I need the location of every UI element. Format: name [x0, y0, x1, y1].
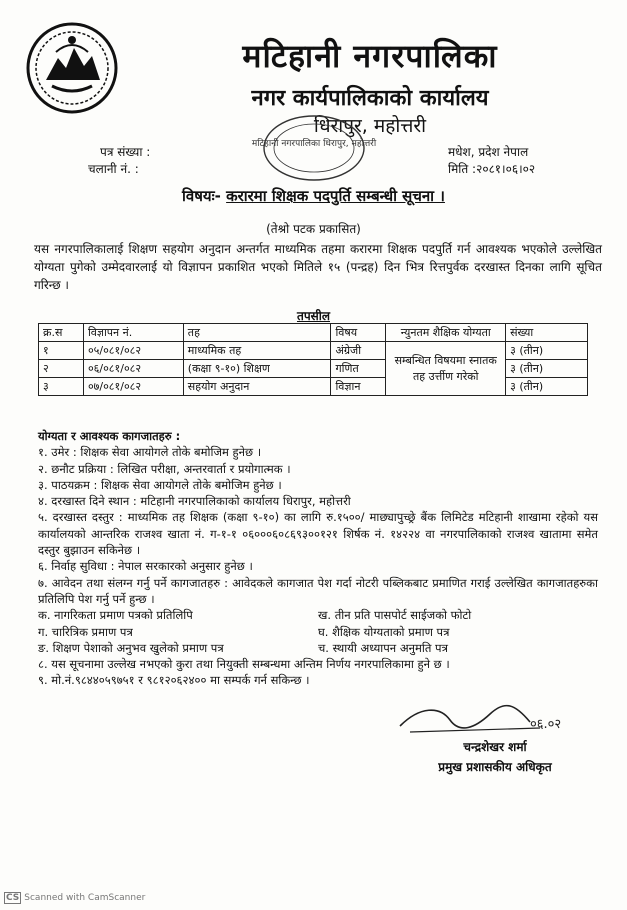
- table-cell: ३ (तीन): [506, 342, 588, 360]
- table-row: [39, 360, 588, 378]
- table-header-cell: क्र.स: [39, 324, 84, 342]
- document-item: ख. तीन प्रति पासपोर्ट साईजको फोटो: [318, 608, 472, 623]
- signatory-name: चन्द्रशेखर शर्मा: [463, 740, 527, 754]
- nepal-emblem-icon: [26, 22, 118, 114]
- document-item: च. स्थायी अध्यापन अनुमति पत्र: [318, 640, 448, 655]
- table-cell: ३ (तीन): [506, 360, 588, 378]
- table-cell: अंग्रेजी: [331, 342, 386, 360]
- signature-icon: [380, 698, 590, 740]
- requirement-item: ६. निर्वाह सुविधा : नेपाल सरकारको अनुसार हुनेछ ।: [38, 559, 253, 574]
- document-item: घ. शैक्षिक योग्यताको प्रमाण पत्र: [318, 624, 450, 639]
- table-header-cell: तह: [183, 324, 331, 342]
- table-header-cell: विषय: [331, 324, 386, 342]
- table-header-cell: न्युनतम शैक्षिक योग्यता: [386, 324, 506, 342]
- dispatch-number-label: चलानी नं. :: [88, 162, 139, 176]
- document-row: [38, 624, 598, 640]
- document-item: क. नागरिकता प्रमाण पत्रको प्रतिलिपि: [38, 608, 193, 623]
- table-cell: ०६/०८१/०८२: [83, 360, 183, 378]
- requirement-item: ३. पाठयक्रम : शिक्षक सेवा आयोगले तोके बमोजिम हुनेछ ।: [38, 477, 282, 492]
- notice-intro-paragraph: यस नगरपालिकालाई शिक्षण सहयोग अनुदान अन्तर्गत माध्यमिक तहमा करारमा शिक्षक पदपुर्ति गर्न आवश्यक भएकोले उल्लेखित योग्यता पुगेको उम्मेदवारलाई यो विज्ञापन प्रकाशित भएको मितिले १५ (पन्द्रह) दिन भित्र रित्तपुर्वक दरखास्त दिनका लागि सूचित गरिन्छ ।: [34, 242, 602, 292]
- requirements-section: [38, 428, 598, 689]
- camscanner-logo-icon: CS: [6, 893, 20, 903]
- requirement-item: ५. दरखास्त दस्तुर : माध्यमिक तह शिक्षक (कक्षा ९-१०) का लागि रु.१५००/ माछ्यापुच्छ्रे बैंक लिमिटेड मटिहानी शाखामा रहेको यस कार्यालयको आन्तरिक राजश्व खाता नं. ग-१-१ ०६०००६०८६९३००१२१ शिर्षक नं. १४२२४ वा नगरपालिकाको राजश्व खातामा समेत दस्तुर बुझाउन सकिनेछ ।: [38, 510, 598, 558]
- requirement-item: ९. मो.नं.९८४४०५९७५१ र ९८१२०६२४०० मा सम्पर्क गर्न सकिन्छ ।: [38, 673, 310, 688]
- document-row: [38, 607, 598, 623]
- table-cell: ०७/०८१/०८२: [83, 378, 183, 396]
- table-row: [39, 378, 588, 396]
- table-row: [39, 342, 588, 360]
- table-header-cell: संख्या: [506, 324, 588, 342]
- table-cell: (कक्षा ९-१०) शिक्षण: [183, 360, 331, 378]
- document-row: [38, 640, 598, 656]
- table-cell: माध्यमिक तह: [183, 342, 331, 360]
- office-stamp-icon: [251, 112, 377, 184]
- qualification-cell: सम्बन्धित विषयमा स्नातक तह उर्त्तीण गरेको: [386, 342, 506, 396]
- table-cell: विज्ञान: [331, 378, 386, 396]
- table-cell: १: [39, 342, 84, 360]
- stamp-text: मटिहानी नगरपालिका धिरापुर, महोत्तरी: [251, 139, 377, 149]
- requirements-heading: योग्यता र आवश्यक कागजातहरु :: [38, 429, 181, 443]
- requirement-item: ४. दरखास्त दिने स्थान : मटिहानी नगरपालिकाको कार्यालय धिरापुर, महोत्तरी: [38, 494, 351, 509]
- document-item: ङ. शिक्षण पेशाको अनुभव खुलेको प्रमाण पत्र: [38, 640, 224, 655]
- table-cell: ०५/०८१/०८२: [83, 342, 183, 360]
- requirement-item: २. छनौट प्रक्रिया : लिखित परीक्षा, अन्तरवार्ता र प्रयोगात्मक ।: [38, 461, 291, 476]
- table-cell: ३: [39, 378, 84, 396]
- vacancy-table: [38, 323, 588, 396]
- table-header-row: [39, 324, 588, 342]
- republication-note: (तेश्रो पटक प्रकासित): [266, 222, 361, 236]
- letter-date: मिति :२०८१।०६।०२: [448, 162, 536, 176]
- subject-text: करारमा शिक्षक पदपुर्ति सम्बन्धी सूचना ।: [226, 187, 445, 205]
- requirement-item: १. उमेर : शिक्षक सेवा आयोगले तोके बमोजिम हुनेछ ।: [38, 445, 262, 460]
- table-cell: २: [39, 360, 84, 378]
- letter-number-label: पत्र संख्या :: [100, 145, 151, 159]
- requirement-item: ७. आवेदन तथा संलग्न गर्नु पर्ने कागजातहरु : आवेदकले कागजात पेश गर्दा नोटरी पब्लिकबाट प्रमाणित गराई उल्लेखित कागजातहरुका प्रतिलिपि पेश गर्नु पर्ने हुन्छ ।: [38, 575, 598, 606]
- table-cell: ३ (तीन): [506, 378, 588, 396]
- signature-date: ०६.०२: [530, 717, 562, 732]
- signatory-designation: प्रमुख प्रशासकीय अधिकृत: [438, 760, 552, 774]
- table-header-cell: विज्ञापन नं.: [83, 324, 183, 342]
- requirement-item: ८. यस सूचनामा उल्लेख नभएको कुरा तथा नियुक्ती सम्बन्धमा अन्तिम निर्णय नगरपालिकामा हुने छ ।: [38, 657, 450, 672]
- subject-line: [0, 186, 627, 206]
- office-name: नगर कार्यपालिकाको कार्यालय: [251, 86, 489, 111]
- watermark-text: Scanned with CamScanner: [24, 893, 146, 903]
- subject-label: विषयः-: [182, 187, 221, 205]
- office-location: धिरापुर, महोत्तरी: [313, 115, 427, 137]
- province-label: मधेश, प्रदेश नेपाल: [448, 145, 529, 159]
- document-item: ग. चारित्रिक प्रमाण पत्र: [38, 624, 133, 639]
- table-caption: तपसील: [296, 309, 330, 323]
- scanner-watermark: [4, 892, 145, 904]
- table-cell: गणित: [331, 360, 386, 378]
- municipality-name: मटिहानी नगरपालिका: [242, 37, 498, 75]
- table-cell: सहयोग अनुदान: [183, 378, 331, 396]
